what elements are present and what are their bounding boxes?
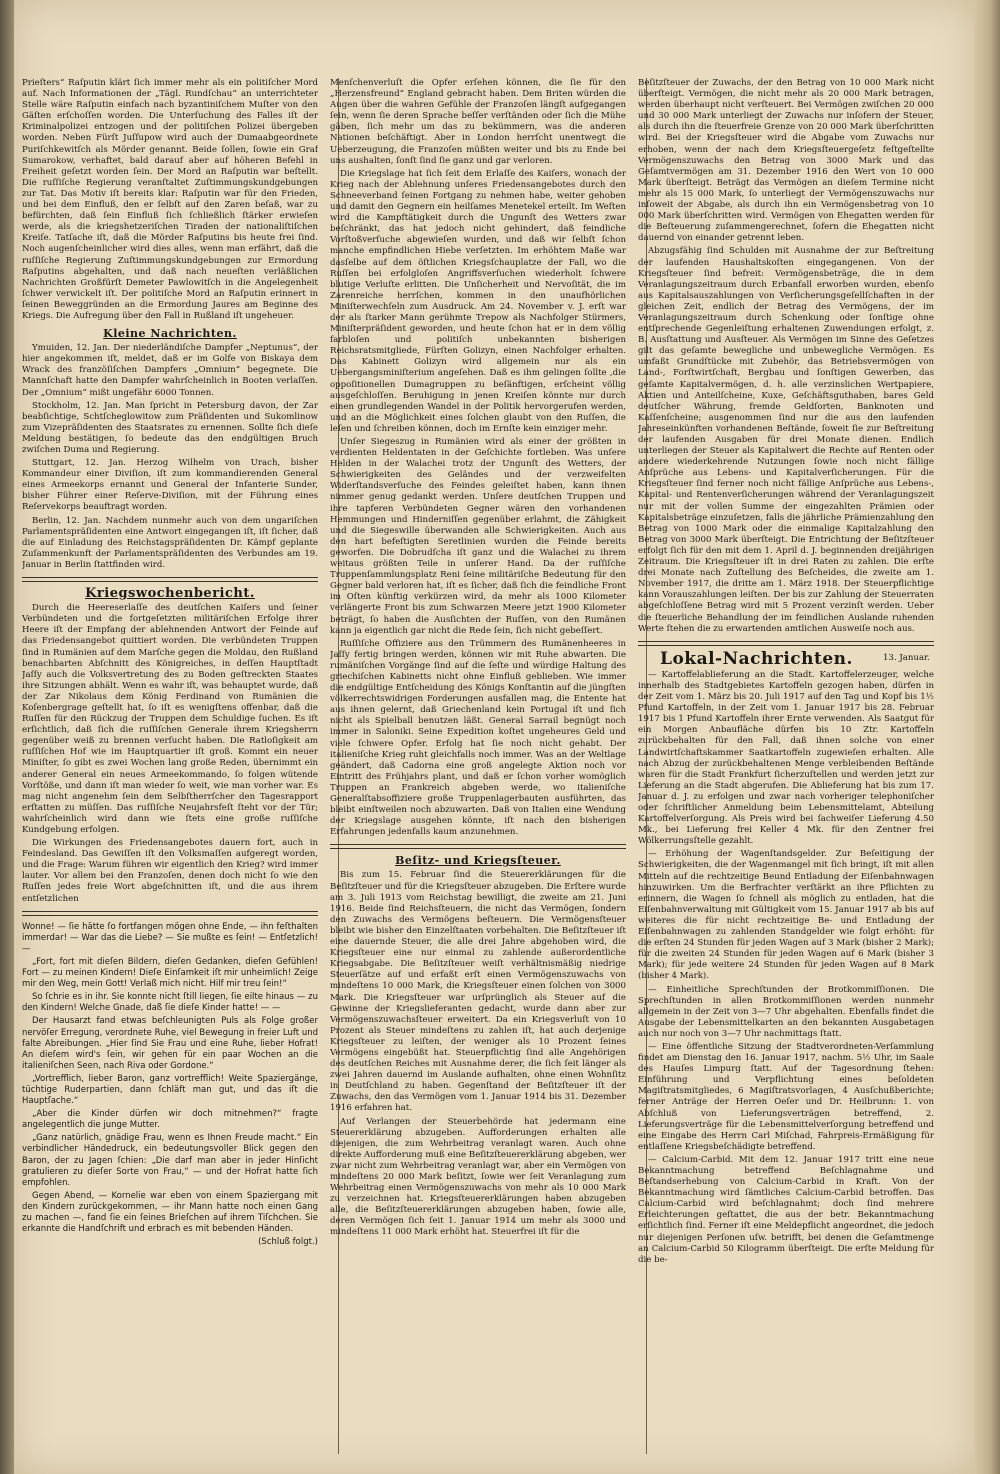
feuilleton-paragraph: „Fort, fort mit dieſen Bildern, dieſen Gedanken, dieſen Gefühlen! Fort — zu meinen Kindern! Dieſe Einſamkeit iſt mir unheimlich! Zeige mir den Weg, mein Gott! Verlaß mich nicht. Hilf mir treu ſein!“ <box>22 956 318 990</box>
local-news-item: — Einheitliche Sprechſtunden der Brotkommiſſionen. Die Sprechſtunden in allen Brotkommiſſionen werden nunmehr allgemein in der Zeit von 3—7 Uhr abgehalten. Ebenfalls findet die Ausgabe der Lebensmittelkarten an den bekannten Ausgabetagen auch nur noch von 3—7 Uhr nachmittags ſtatt. <box>638 984 934 1039</box>
feuilleton <box>22 922 318 1249</box>
news-item: Stockholm, 12. Jan. Man ſpricht in Petersburg davon, der Zar beabſichtige, Schtſcheglowitow zum Präſidenten und Sukomlinow zum Vizepräſidenten des Staatsrates zu ernennen. Sollte ſich dieſe Meldung bestätigen, ſo bedeute das den endgültigen Bruch zwiſchen Duma und Regierung. <box>22 400 318 455</box>
column-2 <box>330 78 626 1464</box>
heading-lokal-nachrichten: Lokal-Nachrichten. <box>660 648 853 669</box>
news-item: Stuttgart, 12. Jan. Herzog Wilhelm von Urach, bisher Kommandeur einer Diviſion, iſt zum kommandierenden General eines Armeekorps ernannt und General der Infanterie Sunder, bisher Führer einer Reſerve-Diviſion, mit der Führung eines Reſervekorps beauftragt worden. <box>22 458 318 513</box>
heading-besitz-kriegssteuer: Beſitz- und Kriegsſteuer. <box>395 854 561 868</box>
page-edge-right <box>974 0 1000 1474</box>
news-item: Ymuiden, 12. Jan. Der niederländiſche Dampfer „Neptunus“, der hier angekommen iſt, meldet, daß er im Golfe von Biskaya dem Wrack des franzöſiſchen Dampfers „Omnium“ begegnete. Die Mannſchaft hatte den Dampfer wahrſcheinlich in Booten verlaſſen. Der „Omnium“ mißt ungefähr 6000 Tonnen. <box>22 343 318 398</box>
local-news-item: — Erhöhung der Wagenſtandsgelder. Zur Beſeitigung der Schwierigkeiten, die der Wagenmangel mit ſich bringt, iſt mit allen Mitteln auf die rechtzeitige Beund Entladung der Eiſenbahnwagen hinzuwirken. Um die Berfrachter verſtärkt an ihre Pflichten zu erinnern, die Wagen ſo ſchnell als möglich zu entladen, hat die Eiſenbahnverwaltung mit Gültigkeit vom 15. Januar 1917 ab bis auf weiteres die für nicht rechtzeitige Be- und Entladung der Eiſenbahnwagen zu zahlenden Standgelder wie folgt erhöht: für die erſten 24 Stunden für jeden Wagen auf 3 Mark (bisher 2 Mark); für die zweiten 24 Stunden für jeden Wagen auf 6 Mark (bisher 3 Mark); für jede weitere 24 Stunden für jeden Wagen auf 8 Mark (bisher 4 Mark). <box>638 849 934 982</box>
section-divider <box>330 844 626 849</box>
continuation-note: (Schluß folgt.) <box>258 1237 318 1248</box>
page-shadow-left <box>0 0 14 1474</box>
heading-kleine-nachrichten: Kleine Nachrichten. <box>103 327 237 341</box>
section-divider <box>638 641 934 646</box>
feuilleton-paragraph: Der Hausarzt fand etwas beſchleunigten Puls als Folge großer nervöſer Erregung, verordnete Ruhe, viel Bewegung in freier Luft und falte Abreibungen. „Hier ſind Sie Frau und eine Ruhe, lieber Hofrat! An dieſem wird's ſein, wir gehen für ein paar Wochen an die italieniſchen Seen, nach Riva oder Gordone.“ <box>22 1016 318 1071</box>
article-paragraph: Bis zum 15. Februar ſind die Steuererklärungen für die Beſitzſteuer und für die Kriegsſteuer abzugeben. Die Erſtere wurde am 3. Juli 1913 vom Reichstag bewilligt, die zweite am 21. Juni 1916. Beide ſind Reichsſteuern, die nicht das Vermögen, ſondern den Zuwachs des Vermögens beſteuern. Die Vermögensſteuer bleibt wie bisher den Einzelſtaaten vorbehalten. Die Beſitzſteuer iſt eine dauernde Steuer, die alle drei Jahre abgehoben wird, die Kriegsſteuer eine nur einmal zu zahlende außerordentliche Kriegsabgabe. Die Beſitzſteuer weiſt verhältnismäßig niedrige Steuerſätze auf und erfaßt erſt einen Vermögenszuwachs von mindeſtens 10 000 Mark, die Kriegsſteuer einen ſolchen von 3000 Mark. Die Kriegsſteuer war urſprünglich als Steuer auf die Gewinne der Kriegslieferanten gedacht, wurde dann aber zur Vermögenszuwachsſteuer erweitert. Da ein Kriegsverluſt von 10 Prozent als Steuer mindeſtens zu zahlen iſt, hat auch derjenige Kriegsſteuer zu leiſten, der weniger als 10 Prozent ſeines Vermögens eingebüßt hat. Steuerpflichtig ſind alle Angehörigen des deutſchen Reiches mit Ausnahme derer, die ſich ſeit länger als zwei Jahren dauernd im Auslande aufhalten, ohne einen Wohnſitz in Deutſchland zu haben. Gegenſtand der Beſitzſteuer iſt der Zuwachs, den das Vermögen vom 1. Januar 1914 bis 31. Dezember 1916 erfahren hat. <box>330 870 626 1114</box>
local-news-item: — Eine öffentliche Sitzung der Stadtverordneten-Verſammlung findet am Dienstag den 16. Januar 1917, nachm. 5½ Uhr, im Saale des Hauſes Limpurg ſtatt. Auf der Tagesordnung ſtehen: Einführung und Verpflichtung eines beſoldeten Magiſtratsmitgliedes, 6 Magiſtratsvorlagen, 4 Ausſchußberichte; ferner Anträge der Herren Oeſer und Dr. Heilbrunn: 1. von Abſchluß von Lieferungsverträgen betreffend, 2. Lieferungsverträge für die Lebensmittelverſorgung betreffend und eine Eingabe des Herrn Carl Miſchad, Fahrpreis-Ermäßigung für entlaſſene Kriegsbeſchädigte betreffend. <box>638 1041 934 1152</box>
feuilleton-paragraph: So ſchrie es in ihr. Sie konnte nicht ſtill liegen, ſie eilte hinaus — zu den Kindern! Welche Gnade, daß ſie dieſe Kinder hatte! — — <box>22 992 318 1014</box>
column-3 <box>638 78 934 1464</box>
article-paragraph: Die Kriegslage hat ſich ſeit dem Erlaſſe des Kaiſers, wonach der Krieg nach der Ablehnung unſeres Friedensangebotes durch den Schneeverband ſeinen Fortgang zu nehmen habe, weiter gehoben und damit den Gegnern ein heilſames Menetekel erteilt. Im Weſten wird die Kampftätigkeit durch die Ungunſt des Wetters zwar beſchränkt, das hat jedoch nicht gehindert, daß feindliche Vorſtoßverſuche abgewieſen wurden, und daß wir ſelbſt ſchon manche empfindlichen Hiebe verſetzten. Im erhöhtem Maße war dasſelbe auf dem öſtlichen Kriegsſchauplatze der Fall, wo die Ruſſen bei erfolgloſen Angriffsverſuchen wiederholt ſchwere blutige Verluſte erlitten. Die Unſicherheit und Nervoſität, die im Zarenreiche herrſchen, kommen in den unaufhörlichen Miniſterwechſeln zum Ausdruck. Am 24. November v. J. erſt war der als ſtarker Mann gerühmte Trepow als Nachfolger Stürmers, Miniſterpräſident geworden, und heute ſchon hat er in dem völlig farbloſen und politiſch unbekannten bisherigen Reichsratsmitgliede, Fürſten Golizyn, einen Nachfolger erhalten. Das Kabinett Golizyn wird allgemein nur als ein Uebergangsminiſterium angeſehen. Daß es ihm gelingen ſollte ,die oppoſitionellen Dumagruppen zu beſänftigen, erſcheint völlig ausgeſchloſſen. Beruhigung in jenen Kreiſen könnte nur durch einen grundlegenden Wandel in der Politik hervorgerufen werden, und an die Möglichkeit eines ſolchen glaubt von den Ruſſen, die leſen und ſchreiben können, doch im Ernſte kein einziger mehr. <box>330 168 626 434</box>
heading-kriegswochenbericht: Kriegswochenbericht. <box>85 586 255 602</box>
article-paragraph: Auf Verlangen der Steuerbehörde hat jedermann eine Steuererklärung abzugeben. Aufforderungen erhalten alle diejenigen, die zum Wehrbeitrag veranlagt waren. Auch ohne direkte Aufforderung muß eine Beſitzſteuererklärung abgeben, wer zwar nicht zum Wehrbeitrag veranlagt war, aber ein Vermögen von mindeſtens 20 000 Mark beſitzt, ſowie wer ſeit Veranlagung zum Wehrbeitrag einen Vermögenszuwachs von mehr als 10 000 Mark zu verzeichnen hat. Kriegsſteuererklärungen haben abzugeben alle, die Beſitzſteuererklärungen abzugeben haben, ſowie alle, deren Vermögen ſich ſeit 1. Januar 1914 um mehr als 3000 und mindeſtens 11 000 Mark erhöht hat. Steuerfrei iſt für die <box>330 1116 626 1238</box>
feuilleton-paragraph: „Aber die Kinder dürfen wir doch mitnehmen?“ fragte angelegentlich die junge Mutter. <box>22 1109 318 1131</box>
article-paragraph: Unſer Siegeszug in Rumänien wird als einer der größten in verdienten Heldentaten in der Geſchichte fortleben. Was unſere Helden in der Walachei trotz der Ungunſt des Wetters, der Schwierigkeiten des Geländes und der verzweifelten Widerſtandsverſuche des Feindes geleiſtet haben, kann ihnen nimmer genug gedankt werden. Unſere deutſchen Truppen und ihre tapferen Verbündeten Gegner wären den vorhandenen Hemmungen und Hinderniſſen gegenüber erlahmt, die Zähigkeit und die Siegeswille überwanden alle Schwierigkeiten. Auch aus den hart befeſtigten Seretlinien wurden die Feinde bereits geworfen. Die Dobrudſcha iſt ganz und die Walachei zu ihrem weitaus größten Teile in unſerer Hand. Da der ruſſiſche Truppenſammlungsplatz Reni ſeine militäriſche Bedeutung für den Gegner bald verloren hat, iſt es ſicher, daß ſich die feindliche Front im Oſten künftig verkürzen wird, da mehr als 1000 Kilometer verlängerte Front bis zum Schwarzen Meere jetzt 1900 Kilometer beträgt, ſo haben die Ausſichten der Ruſſen, von den Rumänen kann ja eigentlich gar nicht die Rede ſein, ſich nicht gebeſſert. <box>330 437 626 636</box>
news-item: Berlin, 12. Jan. Nachdem nunmehr auch von dem ungariſchen Parlamentspräſidenten eine Antwort eingegangen iſt, iſt ſicher, daß die auf Einladung des Reichstagspräſidenten Dr. Kämpf geplante Zuſammenkunft der Parlamentspräſidenten des Verbundes am 19. Januar in Berlin ſtattfinden wird. <box>22 515 318 570</box>
feuilleton-paragraph: „Ganz natürlich, gnädige Frau, wenn es Ihnen Freude macht.“ Ein verbindlicher Händedruck, ein bedeutungsvoller Blick gegen den Baron, der zu Jagen ſchien: „Die darf man aber in jeder Hinſicht gratulieren zu dieſer Sorte von Frau,“ — und der Hofrat hatte ſich empfohlen. <box>22 1133 318 1188</box>
article-paragraph: Durch die Heereserlaſſe des deutſchen Kaiſers und ſeiner Verbündeten und die fortgeſetzten militäriſchen Erfolge ihrer Heere iſt der Empfang der ablehnenden Antwort der Feinde auf das Friedensangebot quittiert worden. Die verbündeten Truppen ſind in Rumänien auf dem Marſche gegen die Moldau, den Rußland benachbarten Abſchnitt des Königreiches, in deſſen Hauptſtadt Jaſſy auch die Volksvertretung des zu Boden geſtreckten Staates ihre Sitzungen abhält. Wenn es wahr iſt, was behauptet wurde, daß der Zar Nikolaus dem König Ferdinand von Rumänien die Koſenbergrage geſtellt hat, ſo iſt es wenigſtens offenbar, daß die Ruſſen für den Rückzug der Truppen dem Schuldige ſuchen. Es iſt erſichtlich, daß ſich die ruſſiſchen Generale ihrem Kriegsherrn gegenüber weiß zu brennen verſucht haben. Die Ratloſigkeit am ruſſiſchen Hof wie im Hauptquartier iſt groß. Kommt ein neuer Miniſter, ſo gibt es zwei Wochen lang große Reden, übernimmt ein anderer General ein neues Armeekommando, ſo folgen wütende Vorſtöße, und dann iſt man wieder ſo weit, wie man vorher war. Es mag nicht angenehm ſein dem Selbſtherrſcher den Tagesrapport erſtatten zu müſſen. Das ruſſiſche Neujahrsfeſt ſteht vor der Tür; wahrſcheinlich wird dann wie ſtets eine große ruſſiſche Kundgebung erfolgen. <box>22 603 318 835</box>
column-1 <box>22 78 318 1464</box>
local-news-item: — Calcium-Carbid. Mit dem 12. Januar 1917 tritt eine neue Bekanntmachung betreffend Beſchlagnahme und Beſtandserhebung von Calcium-Carbid in Kraft. Von der Bekanntmachung wird ſämtliches Calcium-Carbid betroffen. Das Calcium-Carbid wird beſchlagnahmt; doch ſind mehrere Erleichterungen geſtattet, die aus der betr. Bekanntmachung erſichtlich ſind. Ferner iſt eine Meldepflicht angeordnet, die jedoch nur diejenigen Perſonen uſw. betrifft, bei denen die Geſamtmenge an Calcium-Carbid 50 Kilogramm überſteigt. Die erſte Meldung für die be- <box>638 1154 934 1265</box>
feuilleton-paragraph: Wonne! — ſie hätte ſo fortfangen mögen ohne Ende, — ihn feſthalten immerdar! — War das die Liebe? — Sie mußte es ſein! — Entſetzlich! — <box>22 921 318 954</box>
article-rasputin: Prieſters“ Raſputin klärt ſich immer mehr als ein politiſcher Mord auf. Nach Informationen der „Tägl. Rundſchau“ an unterrichteter Stelle wäre Raſputin einfach nach byzantiniſchem Muſter von den Gäſten erſchoſſen worden. Die Unterſuchung des Falles iſt der Kriminalpolizei entzogen und der politiſchen Polizei übergeben worden. Neben Fürſt Juſſupow wird auch der Dumaabgeordnete Puriſchkewitſch als Mörder genannt. Beide ſollen, ſowie ein Graf Sumarokow, verhaftet, bald darauf aber auf höheren Befehl in Freiheit geſetzt worden ſein. Der Mord an Raſputin war beſtellt. Die ruſſiſche Regierung veranſtaltet Zuſtimmungskundgebungen zur Tat. Das Motiv iſt bereits klar: Raſputin war für den Frieden, und bei dem Einfluß, den er ſelbſt auf den Zaren beſaß, war zu befürchten, daß ſein Einfluß ſich ſchließlich ſtärker erwieſen werde, als die kriegshetzeriſchen Tiraden der nationaliſtiſchen Kreiſe. Tatſache iſt, daß die Mörder Raſputins bis heute frei ſind. Noch augenſcheinlicher wird dies alles, wenn man erfährt, daß die ruſſiſche Regierung Zuſtimmungskundgebungen zur Ermordung Raſputins abgehalten, und daß nach neueſten verläßlichen Nachrichten Großfürſt Demeter Pawlowitſch in die Angelegenheit ſchwer verwickelt iſt. Der politiſche Mord an Raſputin erinnert in ſeinen Beweggründen an die Ermordung Jaures am Beginne des Kriegs. Die Aufregung über den Fall in Rußland iſt ungeheuer. <box>22 78 318 321</box>
feuilleton-paragraph: Gegen Abend, — Kornelie war eben von einem Spaziergang mit den Kindern zurückgekommen, — ihr Mann hatte noch einen Gang zu machen —, fand ſie ein ſeines Brieſchen auf ihrem Tiſchchen. Sie erkannte die Handſchrift und erbrach es mit bebenden Händen. <box>22 1190 318 1235</box>
article-paragraph: Ruſſiſche Offiziere aus den Trümmern des Rumänenheeres in Jaſſy fertig bringen werden, können wir mit Ruhe abwarten. Die rumäniſchen Vorgänge ſind auf die ſeſte und würdige Haltung des griechiſchen Kabinetts nicht ohne Einfluß geblieben. Wie immer die endgültige Entſcheidung des Königs Konſtantin auf die jüngſten völkerrechtswidrigen Forderungen ausfallen mag, die Entente hat aus ihnen gelernt, daß Griechenland kein Portugal iſt und ſich nicht als Spielball benutzen läßt. General Sarrail begnügt noch immer in Saloniki. Seine Expedition koſtet ungeheures Geld und viele ſchwere Opfer. Erfolg hat ſie noch nicht gehabt. Der italieniſche Krieg ruht gleichfalls noch immer. Was an der Weltlage geändert, daß Cadorna eine groß angelegte Aktion noch vor Eintritt des Frühjahrs plant, und daß er ſchon vorher womöglich Truppen an Frankreich abgeben werde, wo italieniſche Generalſtabsoffiziere große Truppenlagerbauten ausführten, das bleibt einſtweilen noch abzuwarten. Daß von Italien eine Wendung der Kriegslage ausgehen könnte, iſt nach den bisherigen Erfahrungen jedenfalls kaum anzunehmen. <box>330 638 626 838</box>
section-divider <box>22 577 318 582</box>
article-paragraph: Menſchenverluſt die Opfer erſehen können, die ſie für den „Herzensfreund“ England gebracht haben. Dem Briten würden die Augen über die wahren Gefühle der Franzoſen längſt aufgegangen ſein, wenn ſie deren Sprache beſſer verſtänden oder ſich die Mühe gäben, ſich mehr um das zu bekümmern, was die anderen Nationen beſchäftigt. Aber in London herrſcht unentwegt die Ueberzeugung, die Franzoſen müßten weiter und bis zu Ende bei uns aushalten, ſonſt ſind ſie ganz und gar verloren. <box>330 78 626 166</box>
dateline: 13. Januar. <box>882 652 930 663</box>
feuilleton-divider <box>22 911 318 916</box>
article-paragraph: Beſitzſteuer der Zuwachs, der den Betrag von 10 000 Mark nicht überſteigt. Vermögen, die nicht mehr als 20 000 Mark betragen, werden überhaupt nicht verſteuert. Bei Vermögen zwiſchen 20 000 und 30 000 Mark unterliegt der Zuwachs nur inſofern der Steuer, als durch ihn die ſteuerfreie Grenze von 20 000 Mark überſchritten wird. Bei der Kriegsſteuer wird die Abgabe vom Zuwachs nur erhoben, wenn der nach dem Kriegsſteuergeſetz feſtgeſtellte Vermögenszuwachs den Betrag von 3000 Mark und das Geſamtvermögen am 31. Dezember 1916 den Wert von 10 000 Mark überſteigt. Beträgt das Vermögen an dieſem Termine nicht mehr als 15 000 Mark, ſo unterliegt der Vermögenszuwachs nur inſoweit der Abgabe, als durch ihn ein Vermögensbetrag von 10 000 Mark überſchritten wird. Vermögen von Ehegatten werden für die Beſteuerung zuſammengerechnet, ſofern die Ehegatten nicht dauernd von einander getrennt leben. <box>638 78 934 244</box>
local-news-item: — Kartoffelablieferung an die Stadt. Kartoffelerzeuger, welche innerhalb des Stadtgebietes Kartoffeln gezogen haben, dürfen in der Zeit vom 1. März bis 20. Juli 1917 auf den Tag und Kopf bis 1½ Pfund Kartoffeln, in der Zeit vom 1. Januar 1917 bis 28. Februar 1917 bis 1 Pfund Kartoffeln ihrer Ernte verwenden. Als Saatgut für ein Morgen Anbaufläche dürfen bis 10 Ztr. Kartoffeln zurückbehalten für den Fall, daß ihnen solche von einer Landwirtſchaftskammer Saatkartoffeln zugewieſen erhalten. Alle nach Abzug der zurückbehaltenen Menge verbleibenden Beſtände waren für die Stadt Frankfurt ſicherzuſtellen und werden jetzt zur Lieferung an die Stadt abgerufen. Die Ablieferung hat bis zum 17. Januar d. J. zu erfolgen und zwar nach vorheriger telephoniſcher oder ſchriftlicher Anmeldung beim Lebensmittelamt, Abteilung Kartoffelverſorgung. Als Preis wird bei ſachweiſer Lieferung 4.50 Mk., bei Lieferung frei Keller 4 Mk. für den Zentner frei Wölkerrungsſtelle gezahlt. <box>638 669 934 847</box>
article-paragraph: Die Wirkungen des Friedensangebotes dauern fort, auch in Feindesland. Das Gewiſſen iſt den Volksmaſſen aufgeregt worden, und die Frage: Warum führen wir eigentlich den Krieg? wird immer lauter. Vor allem bei den Franzoſen, denen doch nicht ſo wie den Ruſſen jedes freie Wort abgeſchnitten iſt, und die aus ihrem entſetzlichen <box>22 838 318 904</box>
article-paragraph: Abzugsfähig ſind Schulden mit Ausnahme der zur Beſtreitung der laufenden Haushaltskoſten eingegangenen. Von der Kriegsſteuer ſind befreit: Vermögensbeträge, die in dem Veranlagungszeitraum durch Erbanfall erworben wurden, ebenſo aus Kapitalsauszahlungen von Verſicherungsgeſellſchaften in der gleichen Zeit, endlich der Betrag des Vermögens, der im Veranlagungszeitraum durch Schenkung oder ſonſtige ohne entſprechende Gegenleiſtung erhaltenen Zuwendungen erfolgt, z. B. Ausſtattung und Ausſteuer. Als Vermögen im Sinne des Geſetzes gilt das geſamte bewegliche und unbewegliche Vermögen. Es umfaßt Grundſtücke mit Zubehör, das Betriebsvermögen von Land-, Forſtwirtſchaft, Bergbau und ſonſtigen Gewerben, das geſamte Kapitalvermögen, d. h. alle verzinslichen Wertpapiere, Aktien und Anteilſcheine, Kuxe, Geſchäftsguthaben, bares Geld deutſcher Währung, fremde Geldſorten, Banknoten und Kaſſenſcheine; ausgenommen ſind nur die aus den laufenden Jahreseinkünften vorhandenen Beſtände, ſoweit ſie zur Beſtreitung der laufenden Ausgaben für drei Monate dienen. Endlich unterliegen der Steuer als Kapitalwert die Rechte auf Renten oder andere wiederkehrende Nutzungen ſowie noch nicht fällige Anſprüche aus Lebens- und Kapitalverſicherungen. Für die Kriegsſteuer ſind ferner noch nicht fällige Anſprüche aus Lebens-, Kapital- und Rentenverſicherungen während der Veranlagungszeit nur mit der vollen Summe der eingezahlten Prämien oder Kapitalsbeträge einzuſetzen, falls die jährliche Prämienzahlung den Betrag von 1000 Mark oder die einmalige Kapitalzahlung den Betrag von 3000 Mark überſteigt. Die Entrichtung der Beſitzſteuer erfolgt ſich für den mit dem 1. April d. J. beginnenden dreijährigen Zeitraum. Die Kriegsſteuer iſt in drei Raten zu zahlen. Die erſte drei Monate nach Zuſtellung des Beſcheides, die zweite am 1. November 1917, die dritte am 1. März 1918. Der Steuerpflichtige kann Vorauszahlungen leiſten. Der bis zur Zahlung der Steuerraten abgeſchloſſene Betrag wird mit 5 Prozent verzinſt werden. Ueber die ſteuerliche Behandlung der im feindlichen Auslande ruhenden Werte ſtehen die zu erwartenden amtlichen Ausweiſe noch aus. <box>638 246 934 634</box>
feuilleton-paragraph: „Vortrefflich, lieber Baron, ganz vortrefflich! Weite Spaziergänge, tüchtige Ruderpartien, dann ſchläft man gut, und das iſt die Hauptſache.“ <box>22 1073 318 1107</box>
